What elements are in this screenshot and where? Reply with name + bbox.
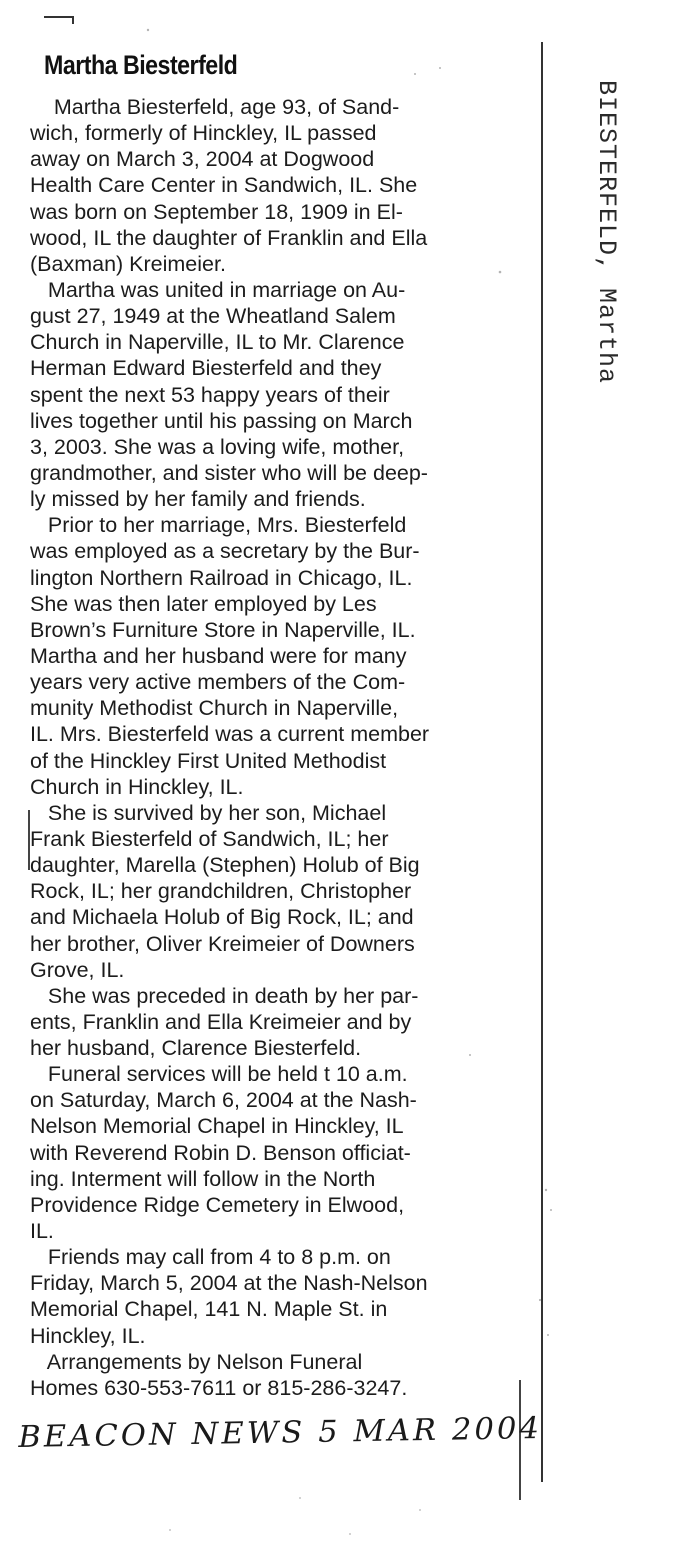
- obituary-line: daughter, Marella (Stephen) Holub of Big: [30, 853, 420, 878]
- obituary-line: grandmother, and sister who will be deep-: [30, 460, 428, 485]
- obituary-line: Martha Biesterfeld, age 93, of Sand-: [30, 95, 400, 119]
- clip-corner-tick: [72, 16, 74, 24]
- obituary-body: [30, 94, 520, 1401]
- obituary-line: She is survived by her son, Michael: [30, 800, 387, 825]
- file-label-text: BIESTERFELD, Martha: [592, 80, 621, 385]
- obituary-line: years very active members of the Com-: [30, 670, 406, 695]
- obituary-line: Herman Edward Biesterfeld and they: [30, 356, 382, 381]
- obituary-line: Homes 630-553-7611 or 815-286-3247.: [30, 1375, 408, 1400]
- obituary-line: her brother, Oliver Kreimeier of Downers: [30, 931, 415, 956]
- obituary-headline: Martha Biesterfeld: [44, 50, 238, 80]
- obituary-line: Friends may call from 4 to 8 p.m. on: [30, 1245, 391, 1270]
- obituary-line: Health Care Center in Sandwich, IL. She: [30, 173, 418, 198]
- obituary-line: Providence Ridge Cemetery in Elwood,: [30, 1192, 405, 1217]
- obituary-line: Brown’s Furniture Store in Naperville, IL.: [30, 617, 416, 642]
- obituary-line: Funeral services will be held t 10 a.m.: [30, 1062, 408, 1087]
- obituary-line: Martha and her husband were for many: [30, 643, 407, 668]
- obituary-line: spent the next 53 happy years of their: [30, 382, 390, 407]
- obituary-line: on Saturday, March 6, 2004 at the Nash-: [30, 1088, 417, 1113]
- obituary-line: Frank Biesterfeld of Sandwich, IL; her: [30, 826, 389, 851]
- obituary-line: ing. Interment will follow in the North: [30, 1166, 376, 1191]
- obituary-line: Martha was united in marriage on Au-: [30, 277, 406, 302]
- handwritten-source-note: BEACON NEWS 5 MAR 2004: [18, 1411, 543, 1455]
- obituary-line: lington Northern Railroad in Chicago, IL.: [30, 565, 413, 590]
- obituary-line: Friday, March 5, 2004 at the Nash-Nelson: [30, 1271, 428, 1296]
- obituary-line: and Michaela Holub of Big Rock, IL; and: [30, 905, 414, 930]
- obituary-line: She was preceded in death by her par-: [30, 983, 419, 1008]
- obituary-line: 3, 2003. She was a loving wife, mother,: [30, 434, 405, 459]
- obituary-line: ents, Franklin and Ella Kreimeier and by: [30, 1009, 412, 1034]
- right-column-rule: [541, 42, 543, 1482]
- obituary-line: gust 27, 1949 at the Wheatland Salem: [30, 304, 396, 329]
- obituary-line: lives together until his passing on March: [30, 408, 413, 433]
- obituary-line: was employed as a secretary by the Bur-: [30, 539, 420, 564]
- obituary-line: Arrangements by Nelson Funeral: [30, 1349, 363, 1374]
- obituary-line: was born on September 18, 1909 in El-: [30, 199, 403, 224]
- obituary-line: Prior to her marriage, Mrs. Biesterfeld: [30, 513, 407, 538]
- obituary-line: IL.: [30, 1219, 54, 1244]
- typed-file-label: [592, 80, 652, 500]
- obituary-line: of the Hinckley First United Methodist: [30, 748, 387, 773]
- obituary-line: wood, IL the daughter of Franklin and Ella: [30, 225, 428, 250]
- obituary-line: (Baxman) Kreimeier.: [30, 251, 226, 276]
- obituary-line: She was then later employed by Les: [30, 591, 377, 616]
- obituary-line: her husband, Clarence Biesterfeld.: [30, 1036, 362, 1061]
- obituary-line: munity Methodist Church in Naperville,: [30, 696, 399, 721]
- obituary-line: with Reverend Robin D. Benson officiat-: [30, 1140, 411, 1165]
- obituary-line: away on March 3, 2004 at Dogwood: [30, 147, 375, 172]
- obituary-line: ly missed by her family and friends.: [30, 487, 366, 512]
- obituary-line: Memorial Chapel, 141 N. Maple St. in: [30, 1297, 388, 1322]
- obituary-line: Grove, IL.: [30, 957, 125, 982]
- obituary-line: Nelson Memorial Chapel in Hinckley, IL: [30, 1114, 404, 1139]
- obituary-line: IL. Mrs. Biesterfeld was a current member: [30, 722, 430, 747]
- obituary-line: Church in Hinckley, IL.: [30, 774, 244, 799]
- obituary-line: Rock, IL; her grandchildren, Christopher: [30, 879, 412, 904]
- obituary-line: Hinckley, IL.: [30, 1323, 146, 1348]
- clip-corner-mark: [44, 16, 74, 18]
- obituary-line: Church in Naperville, IL to Mr. Clarence: [30, 330, 405, 355]
- obituary-line: wich, formerly of Hinckley, IL passed: [30, 121, 377, 146]
